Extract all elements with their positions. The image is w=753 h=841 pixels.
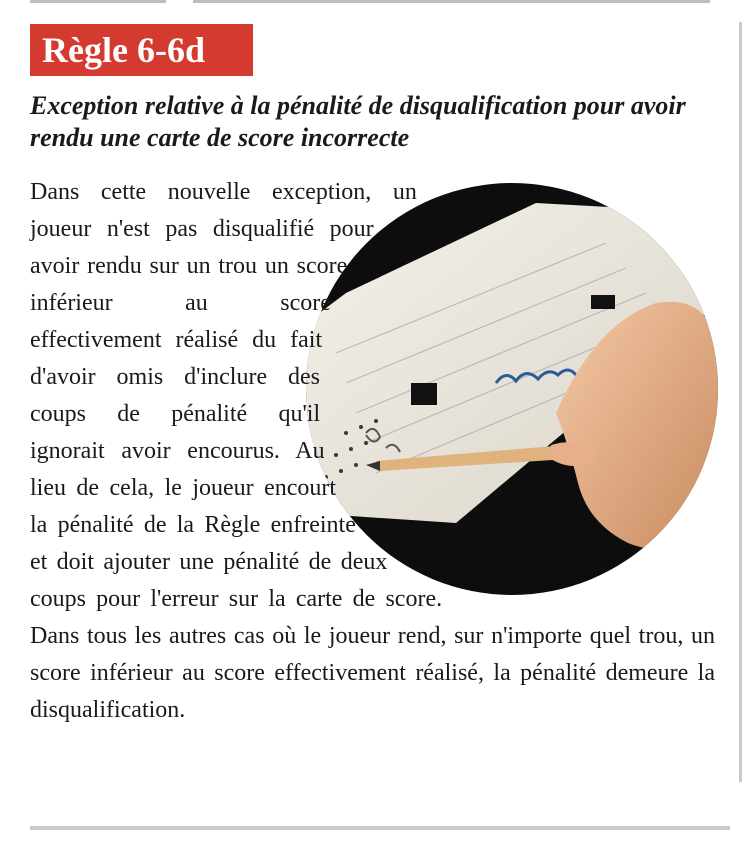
rule-body-paragraph	[30, 174, 715, 729]
bottom-border-line	[30, 826, 730, 830]
rule-number-tag: Règle 6-6d	[30, 24, 253, 76]
rule-subtitle: Exception relative à la pénalité de disqualification pour avoir rendu une carte de score incorrecte	[30, 91, 686, 152]
right-border-line	[739, 22, 742, 782]
top-border-line	[30, 0, 710, 3]
rule-body-text: Dans cette nouvelle exception, un joueur n'est pas disqualifié pour avoir rendu sur un trou un score inférieur au score effectivement réalisé du fait d'avoir omis d'inclure des coups de pénalité qu'il ignorait avoir encourus. Au lieu de cela, le joueur encourt la pénalité de la Règle enfreinte et doit ajouter une pénalité de deux coups pour l'erreur sur la carte de score. Dans tous les autres cas où le joueur rend, sur n'importe quel trou, un score inférieur au score effectivement réalisé, la pénalité demeure la disqualification.	[30, 179, 715, 723]
